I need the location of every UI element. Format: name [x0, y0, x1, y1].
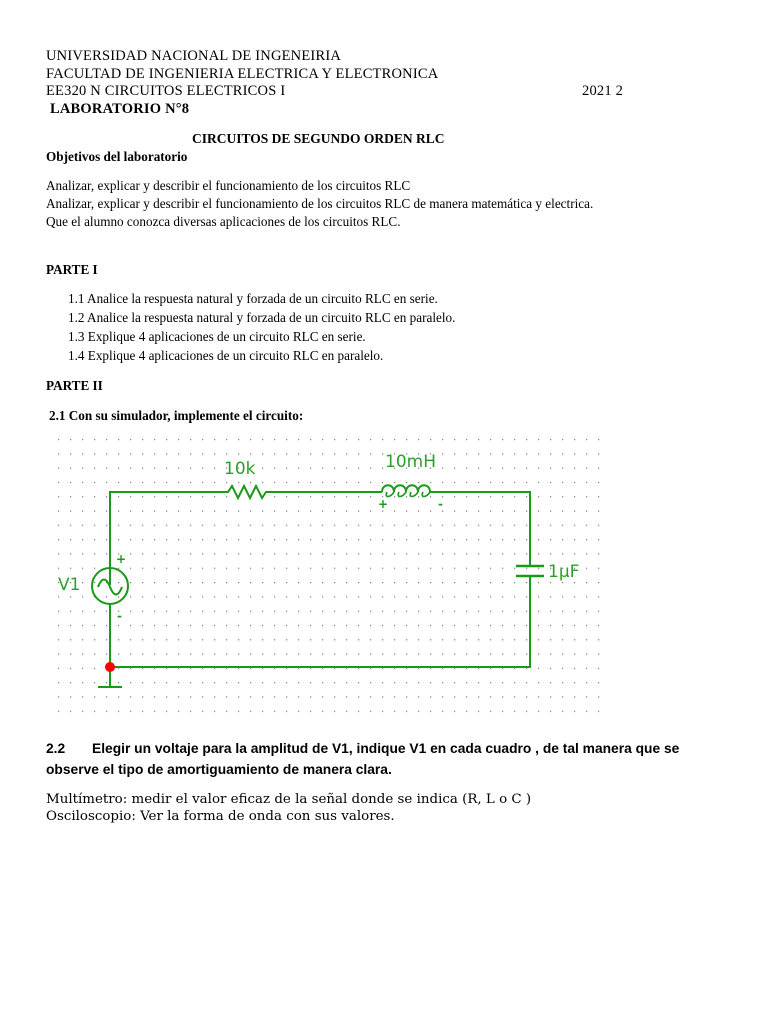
objective-item: Analizar, explicar y describir el funcionamiento de los circuitos RLC de manera matemática y electrica. [46, 196, 594, 211]
item-2-2-number: 2.2 [46, 741, 66, 756]
item-2-1: 2.1 Con su simulador, implemente el circuito: [49, 408, 304, 423]
item-2-2-line1: Elegir un voltaje para la amplitud de V1, indique V1 en cada cuadro , de tal manera que se [92, 741, 680, 756]
parte1-item: 1.1 Analice la respuesta natural y forzada de un circuito RLC en serie. [68, 291, 438, 306]
parte1-item: 1.3 Explique 4 aplicaciones de un circuito RLC en serie. [68, 329, 366, 344]
item-2-2-line2: observe el tipo de amortiguamiento de manera clara. [46, 762, 392, 777]
capacitor-label: 1µF [548, 562, 580, 582]
inductor-minus: - [438, 497, 443, 511]
ground-node-dot [105, 662, 115, 672]
osciloscopio-note: Osciloscopio: Ver la forma de onda con sus valores. [46, 809, 395, 824]
objective-item: Analizar, explicar y describir el funcionamiento de los circuitos RLC [46, 178, 411, 193]
multimetro-note: Multímetro: medir el valor eficaz de la señal donde se indica (R, L o C ) [46, 792, 532, 807]
source-label: V1 [58, 575, 81, 595]
inductor-plus: + [378, 497, 389, 511]
parte1-item: 1.2 Analice la respuesta natural y forzada de un circuito RLC en paralelo. [68, 310, 456, 325]
resistor-label: 10k [224, 459, 256, 479]
term: 2021 2 [582, 83, 624, 99]
lab-number: LABORATORIO N°8 [50, 101, 190, 117]
page-title: CIRCUITOS DE SEGUNDO ORDEN RLC [192, 131, 445, 146]
source-minus: - [117, 609, 122, 623]
parte2-heading: PARTE II [46, 378, 103, 393]
objectives-heading: Objetivos del laboratorio [46, 149, 188, 164]
objective-item: Que el alumno conozca diversas aplicaciones de los circuitos RLC. [46, 214, 401, 229]
inductor-label: 10mH [385, 452, 436, 472]
parte1-heading: PARTE I [46, 262, 98, 277]
course-name: EE320 N CIRCUITOS ELECTRICOS I [46, 83, 286, 99]
source-plus: + [116, 552, 127, 566]
faculty-name: FACULTAD DE INGENIERIA ELECTRICA Y ELECTRONICA [46, 66, 439, 82]
university-name: UNIVERSIDAD NACIONAL DE INGENEIRIA [46, 48, 342, 64]
parte1-item: 1.4 Explique 4 aplicaciones de un circuito RLC en paralelo. [68, 348, 384, 363]
